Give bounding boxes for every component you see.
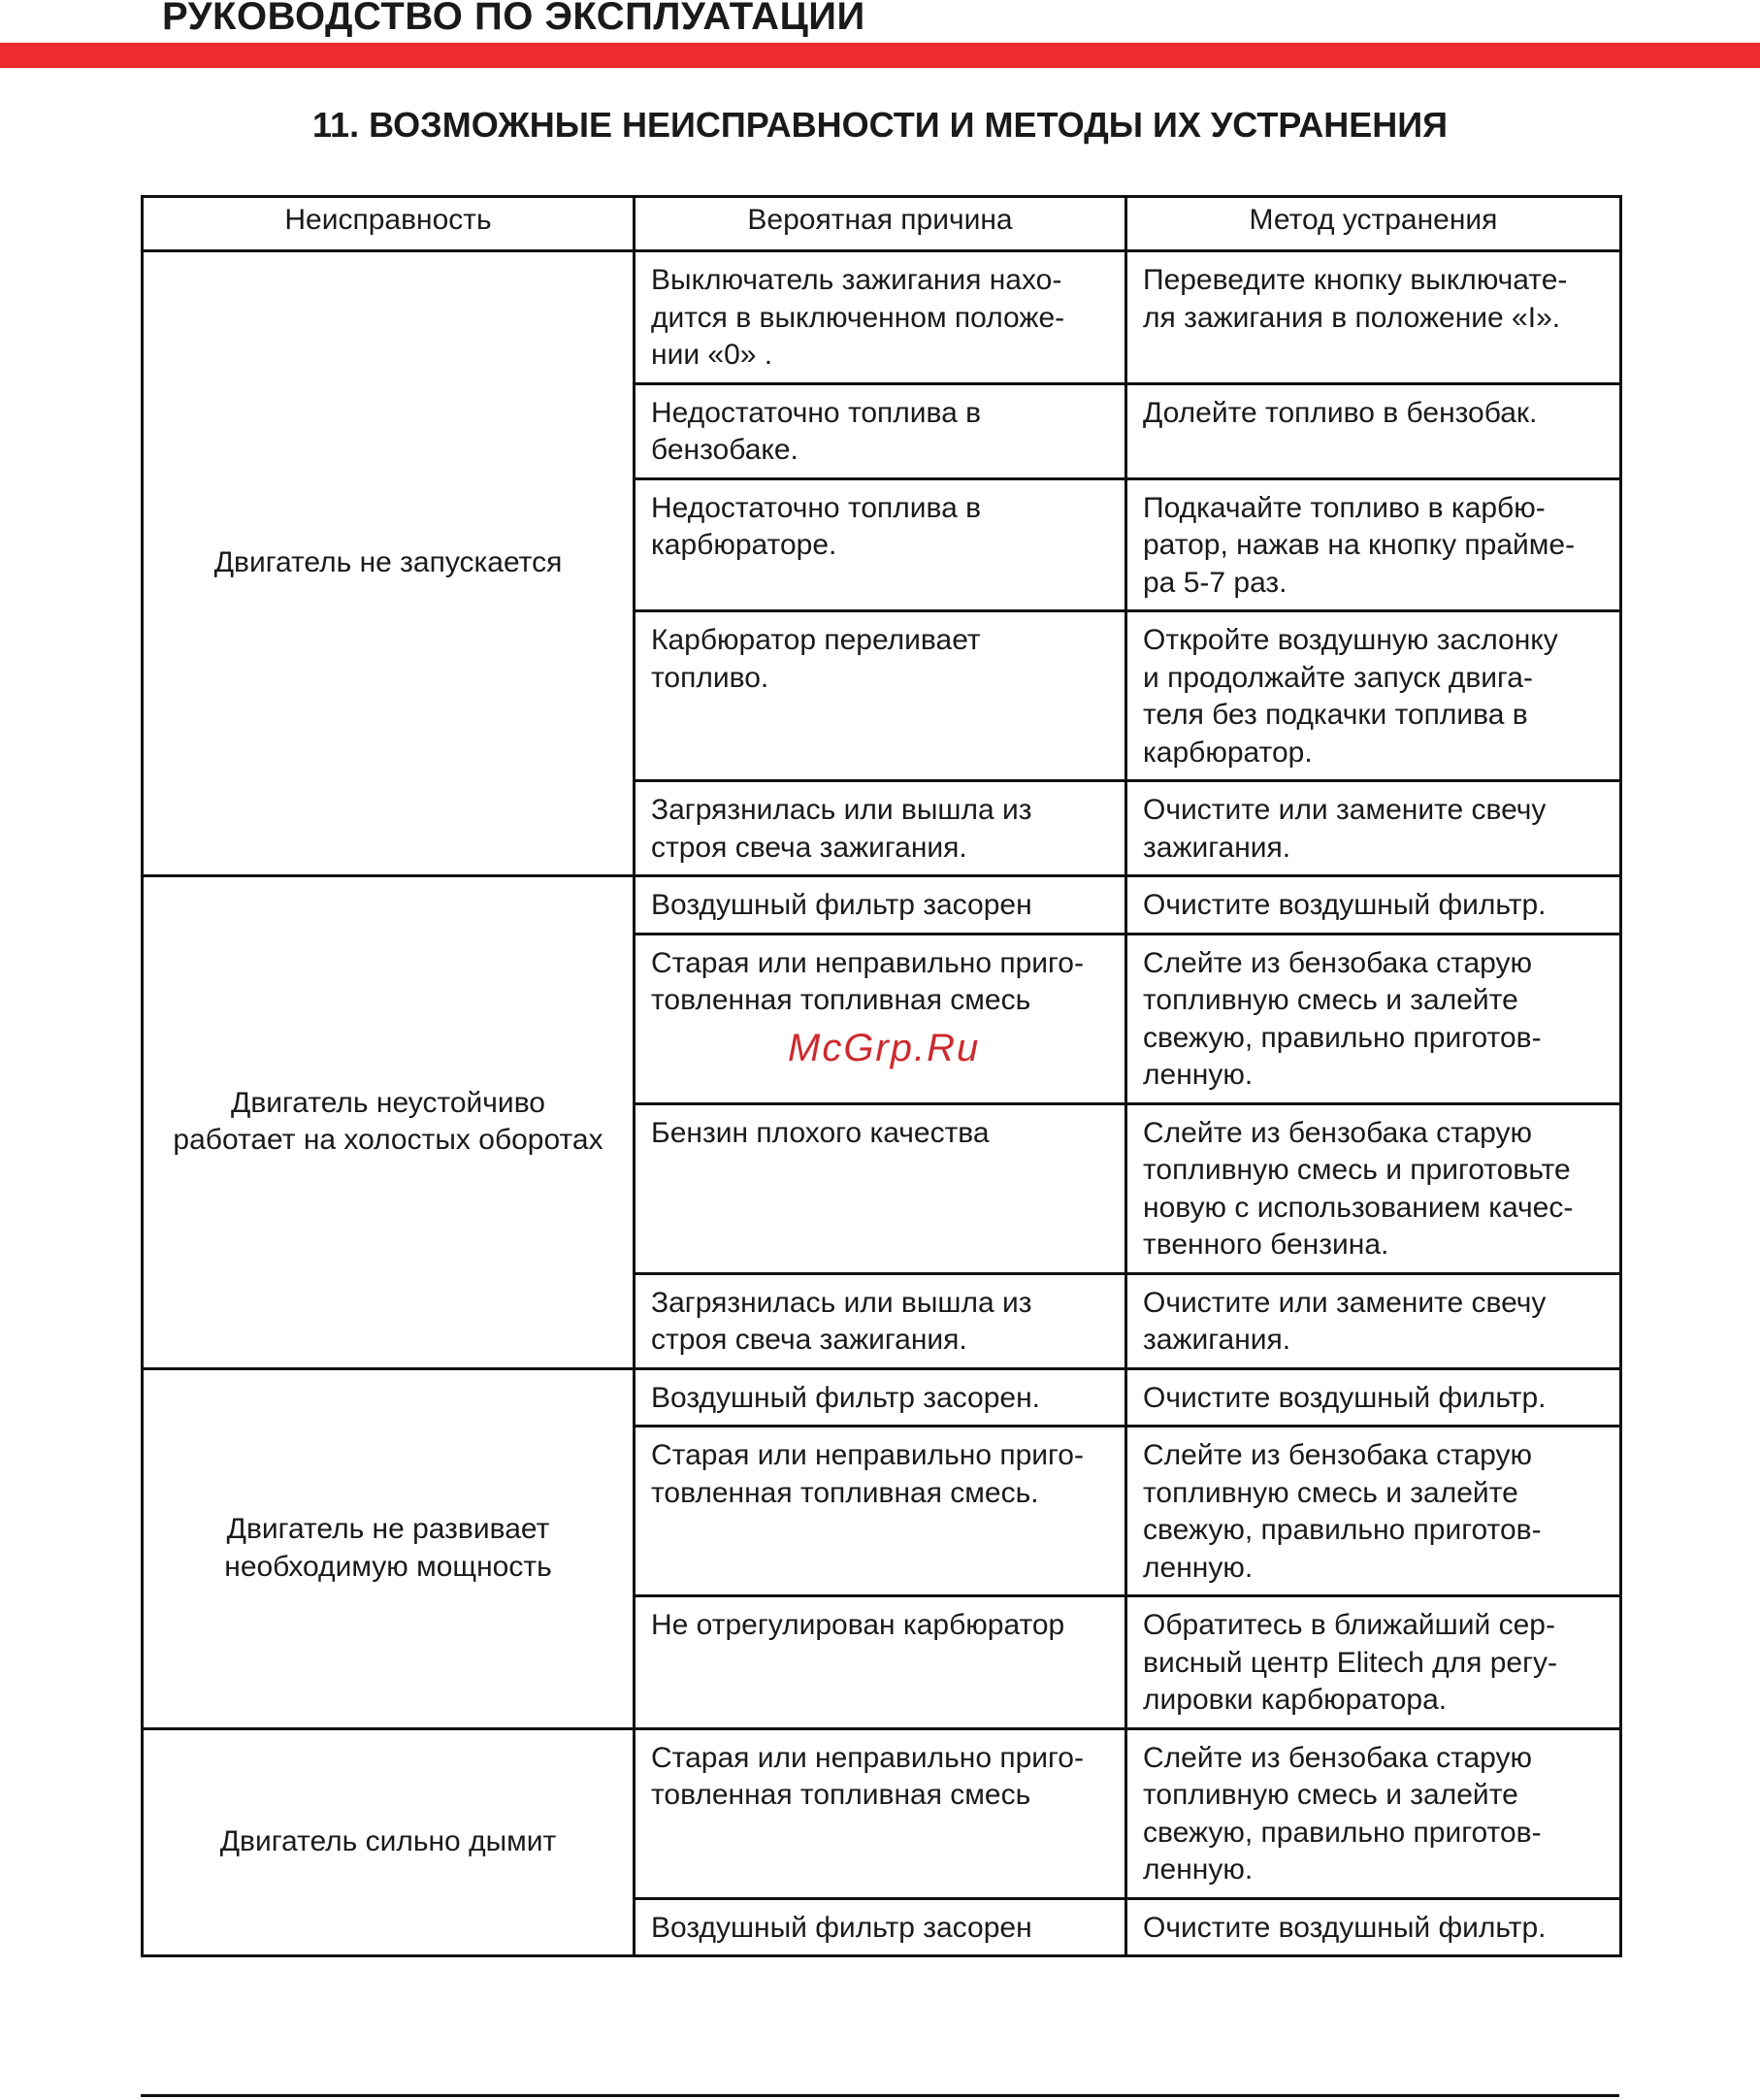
cause-cell: Старая или неправильно приго- товленная топливная смесь — [635, 1728, 1126, 1898]
table-row — [143, 1728, 1621, 1898]
cause-cell: Не отрегулирован карбюратор — [635, 1596, 1126, 1729]
fault-cell: Двигатель не запускается — [143, 251, 635, 876]
fault-cell: Двигатель неустойчиво работает на холостых оборотах — [143, 876, 635, 1369]
cause-cell: Загрязнилась или вышла из строя свеча зажигания. — [635, 781, 1126, 876]
bottom-rule — [141, 2094, 1619, 2097]
cause-cell: Загрязнилась или вышла из строя свеча зажигания. — [635, 1273, 1126, 1368]
table-row — [143, 251, 1621, 384]
table-body — [143, 251, 1621, 1956]
header-red-band — [0, 43, 1760, 68]
remedy-cell: Очистите или замените свечу зажигания. — [1126, 1273, 1621, 1368]
cause-cell: Недостаточно топлива в карбюраторе. — [635, 478, 1126, 611]
cause-cell: Выключатель зажигания нахо- дится в выключенном положе- нии «0» . — [635, 251, 1126, 384]
cause-cell: Старая или неправильно приго- товленная топливная смесь — [635, 934, 1126, 1103]
cause-cell: Воздушный фильтр засорен — [635, 876, 1126, 935]
watermark: McGrp.Ru — [788, 1027, 981, 1069]
cause-cell: Бензин плохого качества — [635, 1103, 1126, 1273]
remedy-cell: Долейте топливо в бензобак. — [1126, 383, 1621, 478]
cause-cell: Воздушный фильтр засорен — [635, 1898, 1126, 1956]
remedy-cell: Переведите кнопку выключате- ля зажигания в положение «I». — [1126, 251, 1621, 384]
table-row — [143, 1368, 1621, 1427]
cause-cell: Недостаточно топлива в бензобаке. — [635, 383, 1126, 478]
table-header-row — [143, 197, 1621, 251]
fault-cell: Двигатель сильно дымит — [143, 1728, 635, 1956]
remedy-cell: Обратитесь в ближайший сер- висный центр Elitech для регу- лировки карбюратора. — [1126, 1596, 1621, 1729]
remedy-cell: Откройте воздушную заслонку и продолжайте запуск двига- теля без подкачки топлива в карбюратор. — [1126, 611, 1621, 781]
remedy-cell: Слейте из бензобака старую топливную смесь и залейте свежую, правильно приготов- ленную. — [1126, 934, 1621, 1103]
remedy-cell: Очистите воздушный фильтр. — [1126, 1368, 1621, 1427]
column-header-fault: Неисправность — [143, 197, 635, 251]
column-header-cause: Вероятная причина — [635, 197, 1126, 251]
table-row — [143, 876, 1621, 935]
remedy-cell: Очистите воздушный фильтр. — [1126, 876, 1621, 935]
section-title: 11. ВОЗМОЖНЫЕ НЕИСПРАВНОСТИ И МЕТОДЫ ИХ УСТРАНЕНИЯ — [312, 105, 1448, 145]
manual-header-title: РУКОВОДСТВО ПО ЭКСПЛУАТАЦИИ — [162, 0, 865, 38]
fault-cell: Двигатель не развивает необходимую мощность — [143, 1368, 635, 1728]
remedy-cell: Очистите или замените свечу зажигания. — [1126, 781, 1621, 876]
remedy-cell: Слейте из бензобака старую топливную смесь и залейте свежую, правильно приготов- ленную. — [1126, 1728, 1621, 1898]
cause-cell: Карбюратор переливает топливо. — [635, 611, 1126, 781]
cause-cell: Старая или неправильно приго- товленная топливная смесь. — [635, 1427, 1126, 1596]
column-header-remedy: Метод устранения — [1126, 197, 1621, 251]
remedy-cell: Слейте из бензобака старую топливную смесь и залейте свежую, правильно приготов- ленную. — [1126, 1427, 1621, 1596]
remedy-cell: Подкачайте топливо в карбю- ратор, нажав на кнопку прайме- ра 5-7 раз. — [1126, 478, 1621, 611]
remedy-cell: Очистите воздушный фильтр. — [1126, 1898, 1621, 1956]
remedy-cell: Слейте из бензобака старую топливную смесь и приготовьте новую с использованием качес- твенного бензина. — [1126, 1103, 1621, 1273]
cause-cell: Воздушный фильтр засорен. — [635, 1368, 1126, 1427]
troubleshooting-table — [141, 195, 1622, 1957]
